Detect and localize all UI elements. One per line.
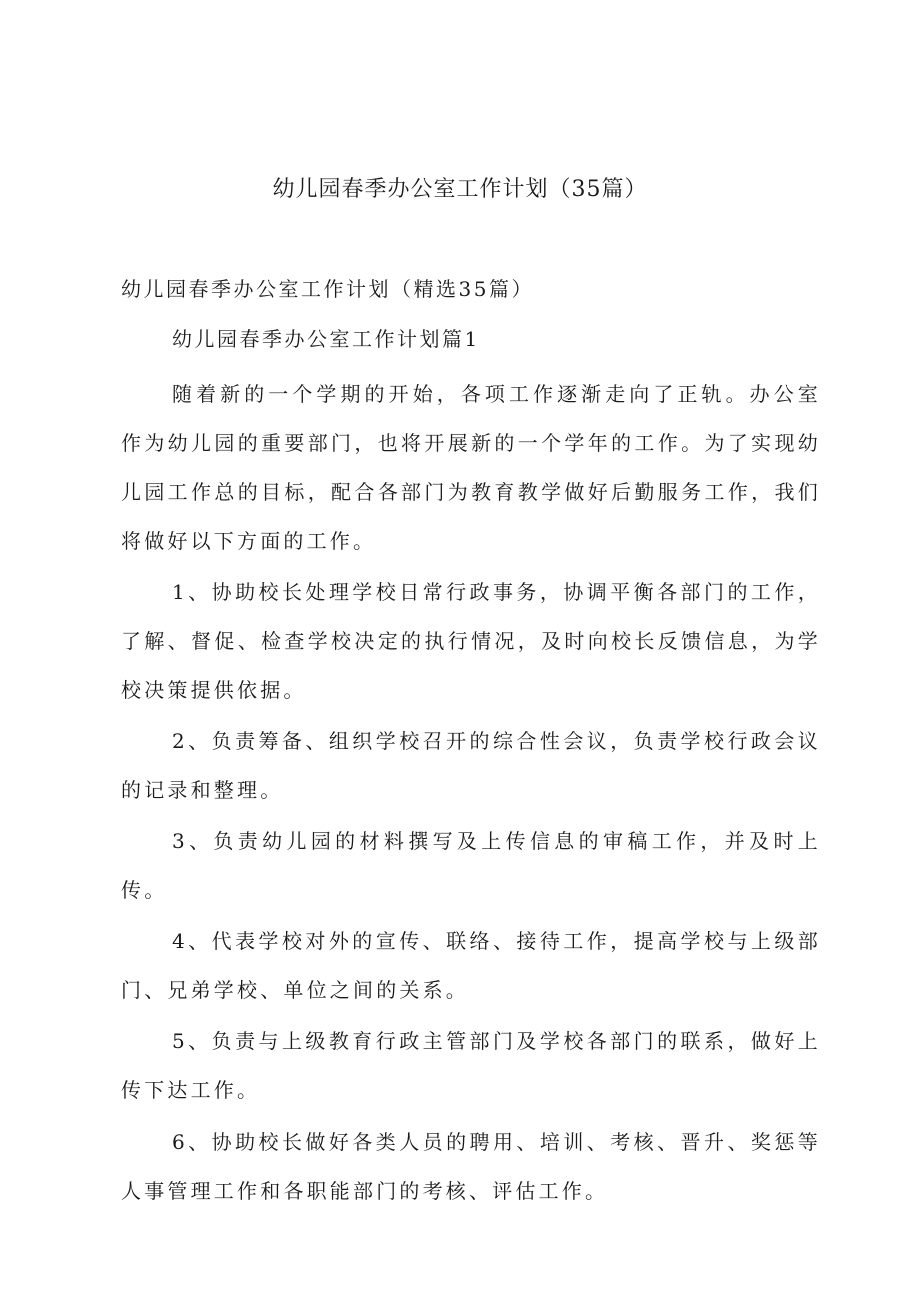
item-paragraph-3: 3、负责幼儿园的材料撰写及上传信息的审稿工作，并及时上传。 <box>121 829 821 902</box>
item-paragraph-5: 5、负责与上级教育行政主管部门及学校各部门的联系，做好上传下达工作。 <box>121 1029 821 1102</box>
item-paragraph-4: 4、代表学校对外的宣传、联络、接待工作，提高学校与上级部门、兄弟学校、单位之间的关系。 <box>121 929 821 1002</box>
item-paragraph-6: 6、协助校长做好各类人员的聘用、培训、考核、晋升、奖惩等人事管理工作和各职能部门的考核、评估工作。 <box>121 1130 821 1203</box>
intro-paragraph: 随着新的一个学期的开始，各项工作逐渐走向了正轨。办公室作为幼儿园的重要部门，也将开展新的一个学年的工作。为了实现幼儿园工作总的目标，配合各部门为教育教学做好后勤服务工作，我们将做好以下方面的工作。 <box>121 382 821 553</box>
document-body <box>121 370 821 1216</box>
item-paragraph-1: 1、协助校长处理学校日常行政事务，协调平衡各部门的工作，了解、督促、检查学校决定的执行情况，及时向校长反馈信息，为学校决策提供依据。 <box>121 580 821 702</box>
document-subtitle: 幼儿园春季办公室工作计划（精选35篇） <box>121 277 534 301</box>
section-heading: 幼儿园春季办公室工作计划篇1 <box>172 327 480 351</box>
item-paragraph-2: 2、负责筹备、组织学校召开的综合性会议，负责学校行政会议的记录和整理。 <box>121 729 821 802</box>
document-title: 幼儿园春季办公室工作计划（35篇） <box>272 177 648 202</box>
